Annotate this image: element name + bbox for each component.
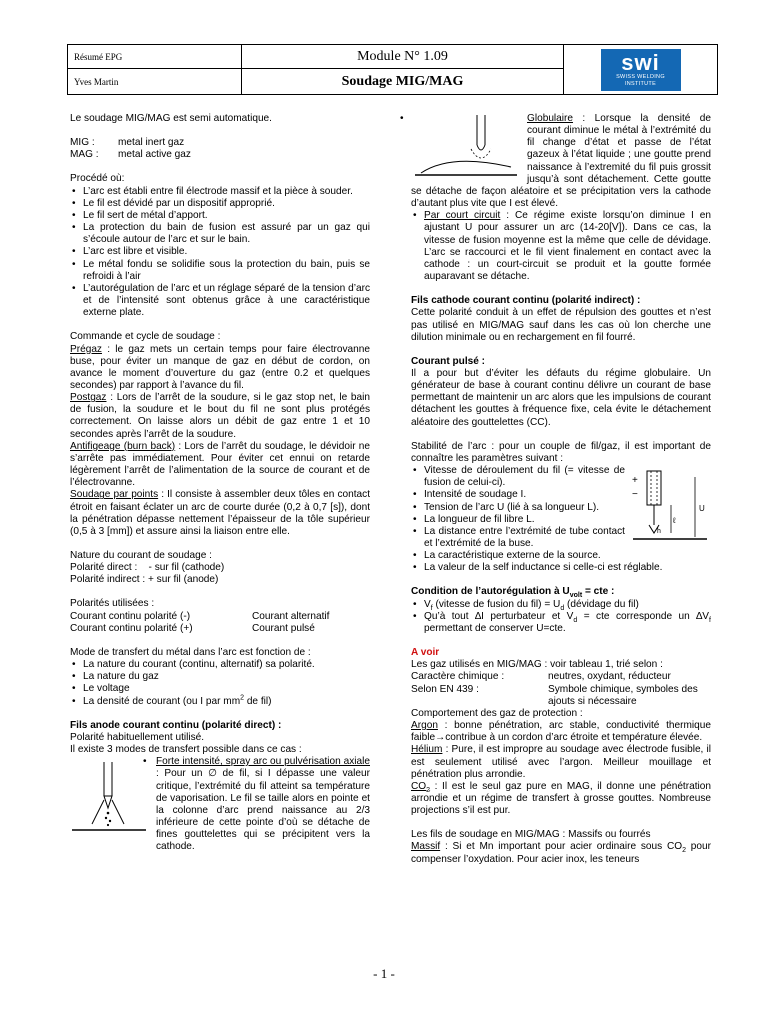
list-item: • La nature du courant (continu, alternatif) sa polarité.: [70, 659, 370, 671]
list-item: • La longueur de fil libre L.: [411, 514, 711, 526]
postgaz-paragraph: [70, 392, 370, 441]
page-number: - 1 -: [373, 966, 395, 981]
item-text: (vitesse de fusion du fil) = U: [432, 598, 561, 610]
chemical-label: Caractère chimique :: [411, 671, 505, 683]
command-title: Commande et cycle de soudage :: [70, 331, 221, 343]
stability-text: Stabilité de l’arc : pour un couple de fil/gaz, il est important de connaître les paramètres suivant :: [411, 440, 711, 464]
list-item: • La nature du gaz: [70, 671, 370, 683]
mig-value: metal inert gaz: [118, 137, 185, 149]
module-number: Module N° 1.09: [242, 45, 564, 69]
autoregulation-list: [411, 599, 711, 635]
pregaz-text: : le gaz mets un certain temps pour faire électrovanne buse, pour éviter un manque de gaz en début de cordon, on avance le moment d’ouverture du gaz (entre 0.2 et quelques secondes) par rapport à l’avance du fil.: [70, 343, 370, 391]
argon-text: : bonne pénétration, arc stable, conductivité thermique faible→contribue à un cordon d’arc étroite et température élevée.: [411, 720, 711, 744]
en439-label: Selon EN 439 :: [411, 683, 479, 695]
antifigeage-paragraph: [70, 441, 370, 490]
postgaz-label: Postgaz: [70, 392, 107, 404]
list-item: [70, 696, 370, 708]
logo-subtext-2: INSTITUTE: [624, 80, 657, 87]
stability-list: [411, 465, 711, 574]
item-text: V: [424, 598, 431, 610]
length-label: ℓ: [673, 516, 676, 526]
minus-sign: −: [632, 489, 638, 501]
logo-subtext-1: SWISS WELDING: [616, 73, 665, 80]
current-nature-title: Nature du courant de soudage :: [70, 550, 212, 561]
globular-block: • Globulaire : Lorsque la densité de courant diminue le métal à l’extrémité du fil change d’état et passe de l’état gazeux à l’état liquide ; une goutte prend naissance à l’extremité du fil puis grossit jusqu’à sont détachement. Cette goutte se détache de façon aléatoire et se précipitation vers la cathode d’autant plus vite que I est élevé.: [400, 113, 711, 210]
co2-label: [411, 781, 430, 792]
antifigeage-label: Antifigeage (burn back): [70, 440, 176, 452]
anode-line-1: Polarité habituellement utilisé.: [70, 731, 205, 743]
list-item: • Le voltage: [70, 683, 370, 695]
swi-logo: [564, 45, 717, 94]
pregaz-label: Prégaz: [70, 343, 102, 355]
cathode-title: Fils cathode courant continu (polarité indirect) :: [411, 295, 641, 307]
helium-text: : Pure, il est impropre au soudage avec électrode fusible, il est seulement utilisé avec l’argon. Meilleur mouillage et pénétration plus arrondie.: [411, 744, 711, 780]
massif-sub: 2: [682, 847, 687, 855]
spot-welding-paragraph: [70, 489, 370, 538]
spray-arc-diagram: [70, 758, 148, 842]
short-circuit-list: [411, 210, 711, 283]
polarity-pulsed: Courant pulsé: [252, 622, 315, 634]
argon-paragraph: [411, 720, 711, 744]
item-sub: d: [560, 604, 565, 612]
document-title: Soudage MIG/MAG: [242, 69, 564, 94]
list-item: • La distance entre l’extrémité de tube contact et l’extrémité de la buse.: [411, 526, 711, 550]
spray-arc-label: Forte intensité, spray arc ou pulvérisation axiale: [156, 756, 370, 768]
item-text: Qu’à tout ∆I perturbateur et V: [424, 610, 574, 622]
list-item: • Vitesse de déroulement du fil (= vitesse de fusion de celui-ci).: [411, 465, 711, 489]
polarity-cc-plus: Courant continu polarité (+): [70, 622, 193, 634]
massif-label: Massif: [411, 841, 441, 853]
short-circuit-text: : Ce régime existe lorsqu’on diminue I en ajustant U pour assurer un arc (14-20[V]). Dans ce cas, la vitesse de fusion moyenne est la même que celle de dévidage. L’arc se raccourci et le fil vient finalement en contact avec la cathode : un court-circuit se produit et la goutte formée auparavant se détache.: [424, 210, 711, 283]
autoreg-title-sub: volt: [569, 592, 583, 600]
plus-sign: +: [632, 475, 638, 487]
anode-line-2: Il existe 3 modes de transfert possible dans ce cas :: [70, 744, 302, 756]
helium-paragraph: [411, 744, 711, 780]
intro-text: Le soudage MIG/MAG est semi automatique.: [70, 113, 272, 124]
mag-label: MAG :: [70, 149, 99, 161]
left-column: [70, 113, 370, 853]
pulsed-text: Il a pour but d’éviter les défauts du régime globulaire. Un générateur de base à courant continu délivre un courant de base permettant de maintenir un arc alors que les impulsions de courant détachent les gouttes à fréquence fixe, cela évite le détachement aléatoire des gouttelettes (CC).: [411, 367, 711, 428]
pregaz-paragraph: [70, 344, 370, 393]
list-item: [411, 210, 711, 283]
density-sup: 2: [240, 694, 245, 702]
transfer-mode-title: Mode de transfert du métal dans l’arc est fonction de :: [70, 646, 311, 658]
gas-line-1: Les gaz utilisés en MIG/MAG : voir tableau 1, trié selon :: [411, 659, 663, 671]
en439-value: Symbole chimique, symboles des ajouts si nécessaire: [548, 683, 698, 707]
header-author: Yves Martin: [68, 69, 242, 94]
list-item: • La caractéristique externe de la source.: [411, 550, 711, 562]
process-title: Procédé où:: [70, 173, 125, 185]
list-item: • L’arc est libre et visible.: [70, 246, 370, 258]
polarities-used-title: Polarités utilisées :: [70, 598, 155, 610]
item-text: (dévidage du fil): [564, 598, 639, 610]
polarity-cc-minus: Courant continu polarité (-): [70, 610, 191, 622]
polarity-direct: Polarité direct : - sur fil (cathode): [70, 562, 225, 574]
list-item: [411, 599, 711, 611]
list-item: • Le fil est dévidé par un dispositif approprié.: [70, 198, 370, 210]
globular-text: : Lorsque la densité de courant diminue le métal à l’extrémité du fil change d’état et passe de l’état gazeux à l’état liquide ; une goutte prend naissance à l’extremité du fil puis grossit jusqu’à sont détachement. Cette goutte se détache de façon aléatoire et se précipitation vers la cathode d’autant plus vite que I est élevé.: [411, 113, 711, 210]
postgaz-text: : Lors de l’arrêt de la soudure, si le gaz stop net, le bain de fusion, la soudure et le bout du fil ne sont plus protégés correctement. On laisse alors un débit de gaz entre 1 et 10 secondes après l’arrêt de la soudure.: [70, 392, 370, 440]
polarity-indirect: Polarité indirect : + sur fil (anode): [70, 574, 219, 586]
co2-label-text: CO: [411, 780, 427, 792]
mag-value: metal active gaz: [118, 149, 191, 161]
co2-sub: 2: [426, 786, 431, 794]
list-item: • Le métal fondu se solidifie sous la protection du bain, puis se refroidi à l’air: [70, 259, 370, 283]
item-sub: d: [573, 616, 578, 624]
logo-text: swi: [621, 49, 660, 75]
mig-label: MIG :: [70, 137, 95, 149]
list-item: • Tension de l’arc U (lié à sa longueur L).: [411, 502, 711, 514]
stability-block: [411, 465, 711, 574]
item-sub: f: [430, 604, 433, 612]
list-item: • Le fil sert de métal d’apport.: [70, 210, 370, 222]
polarity-ac: Courant alternatif: [252, 610, 330, 622]
anode-title: Fils anode courant continu (polarité direct) :: [70, 719, 282, 731]
transfer-mode-list: [70, 659, 370, 708]
co2-paragraph: [411, 781, 711, 817]
massif-paragraph: [411, 841, 711, 865]
globular-label: Globulaire: [527, 113, 574, 124]
a-voir-title: A voir: [411, 647, 440, 659]
item-text: permettant de conserver U=cte.: [424, 622, 566, 634]
height-label: h: [657, 528, 661, 536]
list-item: • La protection du bain de fusion est assuré par un gaz qui s’écoule autour de l’arc et sur le bain.: [70, 222, 370, 246]
antifigeage-text: : Lors de l’arrêt du soudage, le dévidoir ne s’arrête pas immédiatement. Pour éviter cet ennui on retarde légèrement l’arrêt de l’alimentation de la source de courant et de l’électrovanne.: [70, 440, 370, 489]
pulsed-title: Courant pulsé :: [411, 355, 486, 367]
wire-line-1: Les fils de soudage en MIG/MAG : Massifs ou fourrés: [411, 829, 651, 841]
list-item: [411, 611, 711, 635]
autoreg-title-text: Condition de l’autorégulation à U: [411, 586, 570, 598]
voltage-label: U: [699, 504, 705, 514]
item-text: = cte corresponde un ∆V: [577, 610, 710, 622]
spot-welding-text: : Il consiste à assembler deux tôles en contact étroit en faisant éclater un arc de courte durée (0,2 à 0,7 [s]), dont la pénétration dépasse nettement l’épaisseur de la tôle supérieur (0,5 à 3 [mm]) et assure ainsi la liaison entre elle.: [70, 489, 370, 537]
massif-text: : Si et Mn important pour acier ordinaire sous CO: [440, 841, 683, 853]
co2-text: : Il est le seul gaz pure en MAG, il donne une pénétration arrondie et un régime de transfert à grosse gouttes. Nombreuse projections s’il est pur.: [411, 780, 711, 817]
cathode-text: Cette polarité conduit à un effet de répulsion des gouttes et n’est pas utilisé en MIG/MAG sauf dans les cas où lon cherche une dilution minimale ou en rechargement en fil fourré.: [411, 307, 711, 343]
autoreg-title-end: = cte :: [582, 586, 615, 598]
density-end: de fil): [244, 695, 272, 707]
gas-behaviour-title: Comportement des gaz de protection :: [411, 707, 583, 719]
process-list: [70, 186, 370, 320]
chemical-value: neutres, oxydant, réducteur: [548, 671, 671, 683]
right-column: [400, 113, 711, 866]
short-circuit-label: Par court circuit: [424, 210, 501, 222]
item-sub: f: [709, 616, 711, 624]
spray-arc-block: • Forte intensité, spray arc ou pulvérisation axiale : Pour un ∅ de fil, si I dépasse une valeur critique, l’extrémité du fil atteint sa température de vaporisation. Le fil se taille alors en pointe et la colonne d’arc prend naissance au 2/3 inférieure de cette pointe d’où se détache de fines gouttelettes qui se précipitent vers la cathode.: [70, 756, 370, 853]
autoregulation-title: [411, 586, 711, 598]
document-header: [67, 44, 718, 95]
helium-label: Hélium: [411, 744, 443, 756]
density-text: La densité de courant (ou I par mm: [83, 695, 241, 707]
header-summary-label: Résumé EPG: [68, 45, 242, 69]
massif-end: pour compenser l’oxydation. Pour acier inox, les teneurs: [411, 841, 711, 865]
list-item: • Intensité de soudage I.: [411, 489, 711, 501]
spot-welding-label: Soudage par points: [70, 489, 159, 501]
spray-arc-text: : Pour un ∅ de fil, si I dépasse une valeur critique, l’extrémité du fil atteint sa température de vaporisation. Le fil se taille alors en pointe et la colonne d’arc prend naissance au 2/3 inférieure de cette pointe d’où se détache de fines gouttelettes qui se précipitent vers la cathode.: [156, 768, 370, 853]
list-item: • La valeur de la self inductance si celle-ci est réglable.: [411, 562, 711, 574]
list-item: • L’autorégulation de l’arc et un réglage séparé de la tension d’arc et de l’intensité sont obtenus grâce à une caractéristique externe plate.: [70, 283, 370, 319]
argon-label: Argon: [411, 720, 438, 732]
list-item: • L’arc est établi entre fil électrode massif et la pièce à souder.: [70, 186, 370, 198]
